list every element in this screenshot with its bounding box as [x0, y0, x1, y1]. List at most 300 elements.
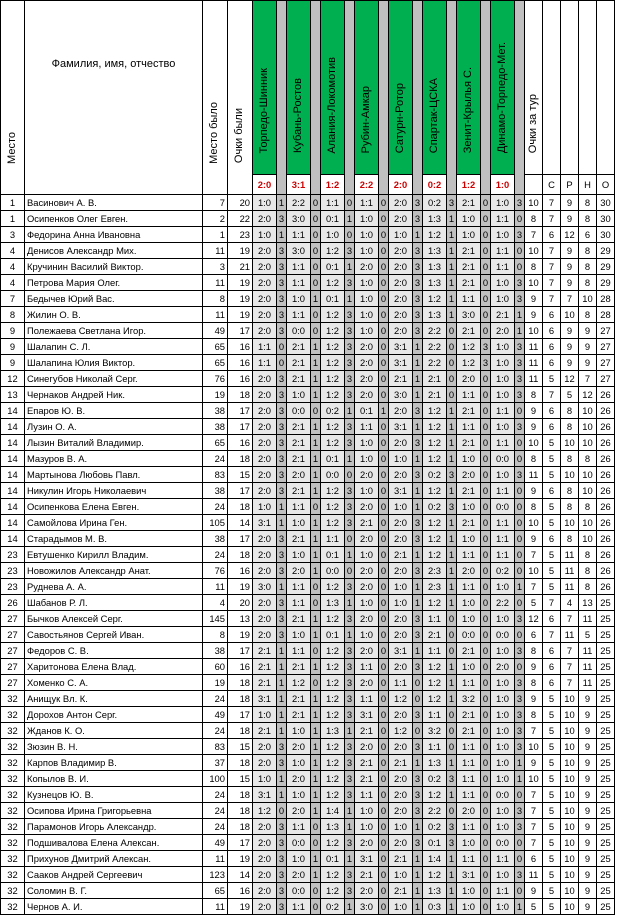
row-forecast-points: 3: [413, 627, 423, 643]
row-stat-o: 25: [597, 643, 615, 659]
row-forecast: 1:2: [423, 483, 447, 499]
row-stat-r: 4: [561, 595, 579, 611]
row-forecast-points: 0: [379, 835, 389, 851]
row-forecast: 2:1: [389, 371, 413, 387]
row-forecast: 2:0: [253, 243, 277, 259]
row-forecast: 1:2: [321, 867, 345, 883]
row-forecast-points: 3: [277, 755, 287, 771]
row-forecast: 1:0: [491, 275, 515, 291]
row-forecast-points: 1: [311, 563, 321, 579]
row-forecast-points: 0: [379, 659, 389, 675]
row-stat-o: 25: [597, 675, 615, 691]
row-forecast-points: 3: [277, 531, 287, 547]
row-forecast: 2:1: [457, 707, 481, 723]
row-forecast-points: 1: [345, 723, 355, 739]
row-tour-points: 11: [525, 371, 543, 387]
row-forecast-points: 0: [379, 435, 389, 451]
row-forecast: 2:0: [389, 243, 413, 259]
row-forecast-points: 1: [447, 419, 457, 435]
row-forecast: 1:0: [389, 595, 413, 611]
row-forecast-points: 0: [481, 371, 491, 387]
row-name: Парамонов Игорь Александр.: [25, 819, 203, 835]
row-forecast: 1:0: [355, 819, 379, 835]
row-forecast-points: 3: [345, 275, 355, 291]
row-was-points: 15: [228, 771, 253, 787]
row-forecast: 1:0: [355, 275, 379, 291]
row-forecast-points: 3: [277, 211, 287, 227]
row-stat-r: 7: [561, 659, 579, 675]
row-forecast: 2:0: [355, 835, 379, 851]
row-forecast-points: 0: [311, 403, 321, 419]
row-tour-points: 10: [525, 243, 543, 259]
row-forecast: 2:1: [457, 275, 481, 291]
row-stat-n: 9: [579, 819, 597, 835]
row-name: Соломин В. Г.: [25, 883, 203, 899]
table-row: [1, 435, 615, 451]
row-forecast: 0:0: [321, 563, 345, 579]
row-name: Мартынова Любовь Павл.: [25, 467, 203, 483]
row-stat-s: 6: [543, 611, 561, 627]
row-stat-n: 8: [579, 451, 597, 467]
row-forecast-points: 1: [447, 451, 457, 467]
row-forecast: 2:0: [253, 899, 277, 915]
row-forecast: 2:0: [355, 563, 379, 579]
row-forecast: 1:0: [491, 339, 515, 355]
table-row: [1, 211, 615, 227]
row-forecast: 1:1: [287, 819, 311, 835]
row-place: 9: [1, 355, 25, 371]
row-forecast: 3:1: [389, 339, 413, 355]
row-stat-n: 5: [579, 627, 597, 643]
header-match-gap: [277, 1, 287, 195]
row-forecast-points: 0: [515, 515, 525, 531]
row-forecast: 0:0: [321, 467, 345, 483]
row-was-points: 19: [228, 627, 253, 643]
row-forecast: 2:1: [253, 643, 277, 659]
row-was-points: 16: [228, 435, 253, 451]
header-place: Место: [5, 131, 18, 164]
row-forecast-points: 0: [379, 275, 389, 291]
row-forecast-points: 1: [311, 787, 321, 803]
row-forecast-points: 0: [379, 803, 389, 819]
row-name: Жданов К. О.: [25, 723, 203, 739]
row-place: 32: [1, 691, 25, 707]
row-forecast: 3:1: [355, 707, 379, 723]
row-forecast-points: 0: [515, 595, 525, 611]
row-forecast-points: 3: [413, 403, 423, 419]
row-forecast-points: 0: [447, 611, 457, 627]
row-forecast: 1:2: [321, 499, 345, 515]
row-forecast: 2:0: [355, 739, 379, 755]
row-was-points: 17: [228, 323, 253, 339]
row-stat-s: 6: [543, 307, 561, 323]
table-row: [1, 659, 615, 675]
row-forecast: 2:0: [491, 323, 515, 339]
row-forecast-points: 0: [481, 499, 491, 515]
row-forecast: 2:0: [253, 595, 277, 611]
row-was-points: 18: [228, 547, 253, 563]
row-tour-points: 7: [525, 819, 543, 835]
row-was-place: 24: [203, 451, 228, 467]
row-forecast-points: 3: [515, 355, 525, 371]
row-forecast-points: 1: [447, 435, 457, 451]
row-forecast: 1:0: [491, 803, 515, 819]
row-forecast-points: 0: [311, 819, 321, 835]
match-name: Торпедо-Шинник: [257, 68, 270, 154]
row-forecast-points: 0: [379, 595, 389, 611]
row-forecast: 1:1: [457, 675, 481, 691]
row-forecast: 3:1: [389, 419, 413, 435]
header-match-7: [457, 1, 481, 175]
row-tour-points: 9: [525, 307, 543, 323]
row-name: Федоров С. В.: [25, 643, 203, 659]
row-forecast-points: 0: [311, 211, 321, 227]
row-forecast-points: 0: [277, 803, 287, 819]
row-stat-s: 6: [543, 643, 561, 659]
row-forecast: 2:0: [287, 771, 311, 787]
row-stat-r: 8: [561, 451, 579, 467]
row-forecast: 2:0: [253, 467, 277, 483]
row-tour-points: 5: [525, 899, 543, 915]
header-blank: [597, 1, 615, 175]
row-forecast: 1:2: [321, 691, 345, 707]
row-forecast: 1:2: [321, 339, 345, 355]
row-forecast-points: 3: [447, 819, 457, 835]
table-row: [1, 723, 615, 739]
header-match-6: [423, 1, 447, 175]
header-place-cell: [1, 1, 25, 195]
row-forecast-points: 1: [311, 339, 321, 355]
row-was-place: 100: [203, 771, 228, 787]
row-forecast: 1:1: [321, 195, 345, 211]
row-forecast: 2:0: [389, 707, 413, 723]
header-was-place: Место было: [208, 101, 220, 164]
row-place: 14: [1, 403, 25, 419]
row-was-points: 18: [228, 819, 253, 835]
row-forecast: 2:3: [423, 579, 447, 595]
row-forecast-points: 0: [515, 403, 525, 419]
row-forecast: 1:0: [491, 755, 515, 771]
row-forecast: 1:0: [457, 499, 481, 515]
row-forecast-points: 3: [447, 499, 457, 515]
row-forecast-points: 0: [277, 339, 287, 355]
row-forecast-points: 0: [311, 579, 321, 595]
row-forecast-points: 0: [379, 227, 389, 243]
row-forecast-points: 1: [413, 419, 423, 435]
row-forecast-points: 1: [413, 499, 423, 515]
row-forecast: 2:1: [457, 435, 481, 451]
row-forecast: 1:1: [287, 275, 311, 291]
row-tour-points: 7: [525, 803, 543, 819]
row-forecast: 1:0: [355, 627, 379, 643]
row-forecast-points: 0: [481, 755, 491, 771]
row-forecast: 1:1: [287, 595, 311, 611]
row-forecast-points: 1: [447, 883, 457, 899]
row-tour-points: 5: [525, 595, 543, 611]
row-forecast-points: 1: [447, 867, 457, 883]
row-forecast: 2:0: [253, 563, 277, 579]
row-forecast-points: 3: [345, 499, 355, 515]
row-place: 27: [1, 643, 25, 659]
row-forecast: 1:2: [423, 515, 447, 531]
row-forecast-points: 1: [277, 675, 287, 691]
row-forecast: 1:0: [287, 515, 311, 531]
row-forecast-points: 1: [345, 291, 355, 307]
row-forecast: 2:0: [355, 579, 379, 595]
row-forecast-points: 1: [345, 851, 355, 867]
row-forecast: 1:1: [457, 755, 481, 771]
row-forecast: 2:0: [287, 867, 311, 883]
row-forecast: 1:0: [355, 547, 379, 563]
row-forecast-points: 1: [447, 307, 457, 323]
row-forecast-points: 0: [311, 835, 321, 851]
row-stat-n: 10: [579, 403, 597, 419]
row-stat-o: 26: [597, 435, 615, 451]
row-name: Чернов А. И.: [25, 899, 203, 915]
row-stat-r: 9: [561, 339, 579, 355]
row-forecast: 1:1: [491, 483, 515, 499]
row-forecast: 3:1: [253, 515, 277, 531]
row-forecast: 0:1: [321, 259, 345, 275]
row-tour-points: 9: [525, 691, 543, 707]
row-forecast-points: 1: [413, 867, 423, 883]
row-forecast: 1:0: [389, 499, 413, 515]
row-forecast: 2:1: [389, 851, 413, 867]
row-forecast-points: 1: [447, 275, 457, 291]
row-forecast: 2:1: [389, 883, 413, 899]
row-forecast: 2:0: [287, 803, 311, 819]
row-forecast-points: 0: [379, 467, 389, 483]
row-forecast-points: 3: [277, 547, 287, 563]
row-stat-r: 8: [561, 419, 579, 435]
row-place: 27: [1, 659, 25, 675]
row-place: 1: [1, 195, 25, 211]
row-stat-s: 6: [543, 403, 561, 419]
row-stat-n: 11: [579, 675, 597, 691]
row-forecast: 2:0: [253, 403, 277, 419]
row-forecast: 2:3: [423, 563, 447, 579]
row-tour-points: 9: [525, 531, 543, 547]
row-forecast-points: 0: [311, 195, 321, 211]
row-stat-r: 9: [561, 211, 579, 227]
row-stat-n: 10: [579, 483, 597, 499]
row-forecast: 1:0: [355, 211, 379, 227]
row-stat-r: 9: [561, 195, 579, 211]
row-forecast: 1:2: [321, 307, 345, 323]
row-stat-n: 9: [579, 739, 597, 755]
row-forecast: 0:0: [457, 627, 481, 643]
row-was-place: 11: [203, 307, 228, 323]
row-forecast-points: 0: [311, 899, 321, 915]
row-forecast-points: 1: [311, 755, 321, 771]
row-was-place: 145: [203, 611, 228, 627]
row-forecast: 3:2: [457, 691, 481, 707]
table-row: [1, 371, 615, 387]
row-forecast-points: 1: [345, 547, 355, 563]
row-stat-n: 9: [579, 851, 597, 867]
row-forecast: 2:1: [457, 243, 481, 259]
row-was-points: 18: [228, 691, 253, 707]
row-forecast-points: 0: [481, 387, 491, 403]
row-forecast: 2:0: [355, 355, 379, 371]
row-forecast-points: 1: [413, 451, 423, 467]
row-forecast: 2:1: [389, 547, 413, 563]
row-stat-s: 5: [543, 787, 561, 803]
row-stat-n: 8: [579, 547, 597, 563]
row-forecast: 2:1: [423, 371, 447, 387]
row-forecast-points: 3: [515, 467, 525, 483]
row-forecast-points: 3: [345, 707, 355, 723]
row-stat-o: 28: [597, 307, 615, 323]
row-stat-o: 25: [597, 819, 615, 835]
row-forecast: 1:0: [287, 723, 311, 739]
row-forecast-points: 1: [277, 707, 287, 723]
row-forecast: 2:0: [389, 627, 413, 643]
row-forecast-points: 1: [413, 355, 423, 371]
row-forecast: 1:1: [457, 771, 481, 787]
row-forecast: 1:0: [321, 227, 345, 243]
row-forecast: 2:1: [457, 259, 481, 275]
row-stat-r: 9: [561, 275, 579, 291]
row-forecast: 1:0: [287, 851, 311, 867]
row-forecast: 2:1: [457, 515, 481, 531]
row-forecast: 1:0: [355, 451, 379, 467]
row-forecast: 1:3: [423, 211, 447, 227]
row-tour-points: 9: [525, 659, 543, 675]
row-forecast: 2:0: [457, 803, 481, 819]
row-forecast: 2:0: [355, 499, 379, 515]
row-was-place: 38: [203, 403, 228, 419]
row-forecast-points: 3: [277, 291, 287, 307]
row-forecast: 2:0: [389, 771, 413, 787]
row-tour-points: 9: [525, 403, 543, 419]
row-name: Сааков Андрей Сергеевич: [25, 867, 203, 883]
row-stat-r: 10: [561, 851, 579, 867]
row-forecast-points: 1: [277, 691, 287, 707]
row-stat-o: 29: [597, 243, 615, 259]
row-place: 1: [1, 211, 25, 227]
row-forecast: 1:0: [491, 707, 515, 723]
header-match-gap: [413, 1, 423, 195]
row-forecast-points: 1: [311, 611, 321, 627]
row-forecast-points: 3: [447, 467, 457, 483]
row-forecast-points: 1: [311, 691, 321, 707]
row-name: Жилин О. В.: [25, 307, 203, 323]
row-tour-points: 10: [525, 771, 543, 787]
row-tour-points: 8: [525, 675, 543, 691]
row-forecast-points: 1: [277, 227, 287, 243]
row-name: Лузин О. А.: [25, 419, 203, 435]
row-stat-n: 9: [579, 323, 597, 339]
row-place: 32: [1, 835, 25, 851]
row-forecast: 1:2: [321, 643, 345, 659]
row-forecast-points: 0: [481, 835, 491, 851]
row-stat-r: 10: [561, 771, 579, 787]
row-stat-o: 25: [597, 883, 615, 899]
row-stat-o: 29: [597, 275, 615, 291]
row-forecast: 0:0: [491, 627, 515, 643]
row-forecast: 1:1: [355, 419, 379, 435]
row-forecast: 1:0: [287, 627, 311, 643]
row-forecast: 1:1: [287, 259, 311, 275]
row-stat-n: 9: [579, 899, 597, 915]
row-forecast: 1:0: [389, 867, 413, 883]
row-forecast-points: 1: [447, 787, 457, 803]
row-forecast-points: 3: [345, 419, 355, 435]
row-was-place: 24: [203, 547, 228, 563]
row-stat-o: 30: [597, 195, 615, 211]
row-forecast-points: 1: [311, 531, 321, 547]
row-forecast: 1:1: [491, 883, 515, 899]
row-stat-r: 7: [561, 643, 579, 659]
row-name: Осипова Ирина Григорьевна: [25, 803, 203, 819]
row-place: 27: [1, 611, 25, 627]
stat-header: Р: [561, 174, 579, 194]
row-forecast-points: 1: [447, 675, 457, 691]
row-forecast: 2:1: [287, 371, 311, 387]
row-stat-o: 26: [597, 403, 615, 419]
header-match-3: [321, 1, 345, 175]
row-was-points: 16: [228, 883, 253, 899]
header-match-gap: [379, 1, 389, 195]
row-forecast: 2:1: [253, 675, 277, 691]
row-forecast-points: 3: [413, 307, 423, 323]
header-match-gap: [447, 1, 457, 195]
row-forecast: 1:0: [491, 387, 515, 403]
row-forecast-points: 1: [413, 387, 423, 403]
row-forecast-points: 3: [413, 563, 423, 579]
row-was-place: 38: [203, 531, 228, 547]
row-forecast-points: 3: [277, 451, 287, 467]
row-was-place: 24: [203, 803, 228, 819]
row-name: Бычков Алексей Серг.: [25, 611, 203, 627]
row-tour-points: 10: [525, 739, 543, 755]
row-tour-points: 6: [525, 851, 543, 867]
row-name: Кручинин Василий Виктор.: [25, 259, 203, 275]
row-was-place: 24: [203, 787, 228, 803]
row-forecast: 1:3: [423, 259, 447, 275]
row-forecast-points: 0: [481, 467, 491, 483]
row-forecast-points: 0: [515, 627, 525, 643]
row-forecast-points: 1: [311, 467, 321, 483]
row-stat-r: 9: [561, 355, 579, 371]
row-stat-n: 7: [579, 371, 597, 387]
row-place: 14: [1, 435, 25, 451]
row-name: Епаров Ю. В.: [25, 403, 203, 419]
row-forecast-points: 1: [447, 531, 457, 547]
row-was-place: 60: [203, 659, 228, 675]
row-place: 32: [1, 867, 25, 883]
row-forecast-points: 0: [379, 531, 389, 547]
row-forecast-points: 3: [277, 867, 287, 883]
row-forecast-points: 0: [311, 643, 321, 659]
row-stat-r: 10: [561, 723, 579, 739]
row-forecast-points: 0: [379, 451, 389, 467]
row-forecast-points: 3: [345, 243, 355, 259]
row-forecast-points: 0: [345, 195, 355, 211]
row-forecast: 0:0: [287, 883, 311, 899]
row-stat-n: 8: [579, 307, 597, 323]
row-was-place: 83: [203, 467, 228, 483]
row-forecast-points: 0: [311, 499, 321, 515]
row-forecast: 1:0: [491, 675, 515, 691]
row-forecast-points: 1: [515, 899, 525, 915]
row-stat-o: 25: [597, 627, 615, 643]
row-forecast-points: 0: [379, 739, 389, 755]
row-forecast-points: 0: [345, 531, 355, 547]
row-name: Хоменко С. А.: [25, 675, 203, 691]
row-forecast: 1:2: [389, 723, 413, 739]
